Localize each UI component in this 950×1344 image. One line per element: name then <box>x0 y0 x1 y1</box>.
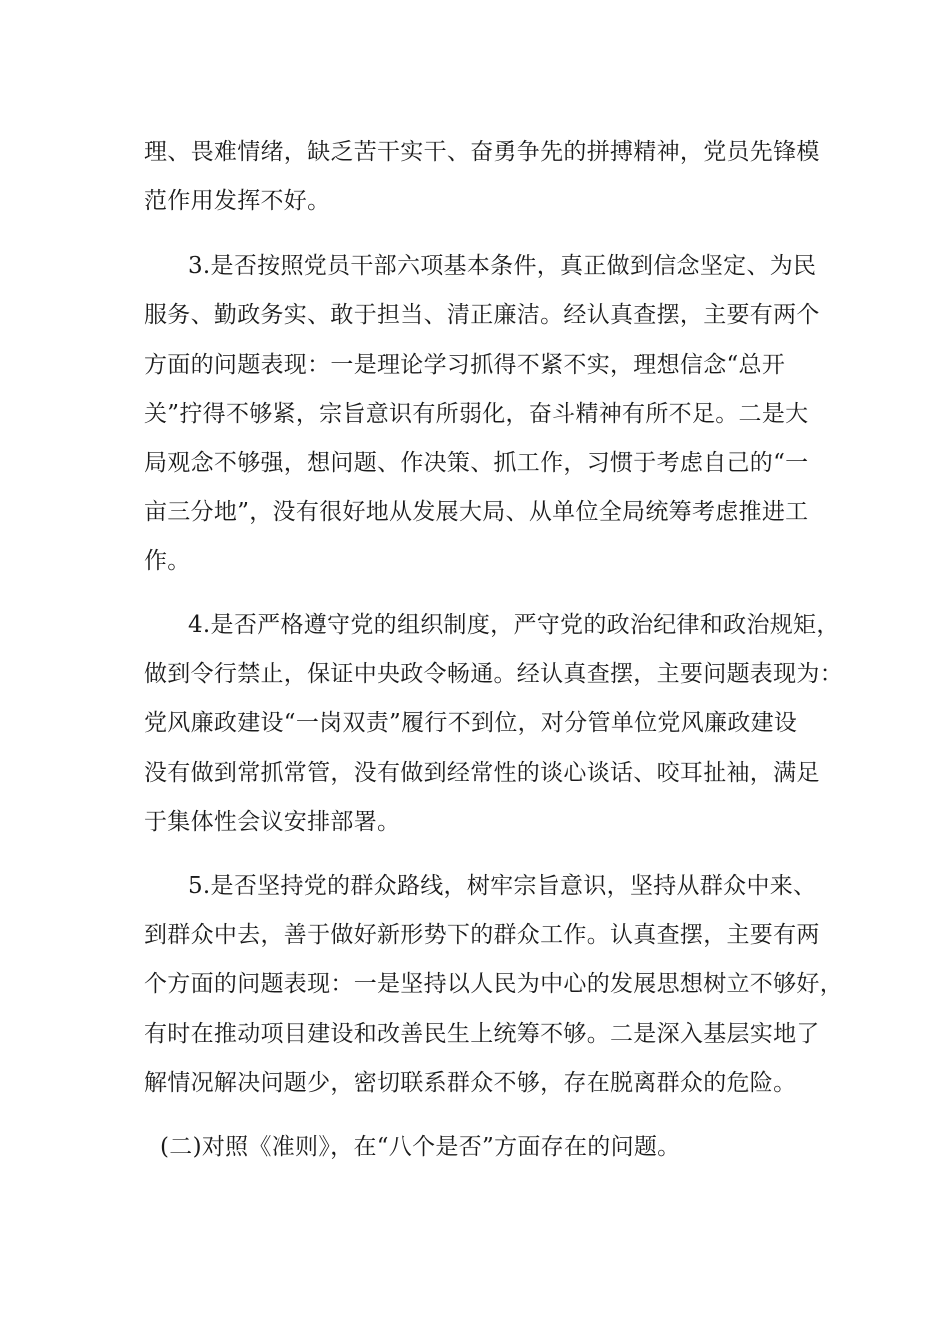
text-line: 个方面的问题表现：一是坚持以人民为中心的发展思想树立不够好， <box>144 971 843 997</box>
text-line: 作。 <box>144 548 191 574</box>
text-line: 5.是否坚持党的群众路线，树牢宗旨意识，坚持从群众中来、 <box>188 873 817 899</box>
text-line: 有时在推动项目建设和改善民生上统筹不够。二是深入基层实地了 <box>144 1021 820 1047</box>
text-line: 做到令行禁止，保证中央政令畅通。经认真查摆，主要问题表现为： <box>144 661 843 687</box>
text-line: 到群众中去，善于做好新形势下的群众工作。认真查摆，主要有两 <box>144 922 820 948</box>
text-line: 局观念不够强，想问题、作决策、抓工作，习惯于考虑自己的“一 <box>144 450 809 476</box>
text-line: 4.是否严格遵守党的组织制度，严守党的政治纪律和政治规矩， <box>188 612 840 638</box>
text-line: 服务、勤政务实、敢于担当、清正廉洁。经认真查摆，主要有两个 <box>144 302 820 328</box>
text-line: 党风廉政建设“一岗双责”履行不到位，对分管单位党风廉政建设 <box>144 710 798 736</box>
text-line: 亩三分地”，没有很好地从发展大局、从单位全局统筹考虑推进工 <box>144 499 809 525</box>
text-line: 3.是否按照党员干部六项基本条件，真正做到信念坚定、为民 <box>188 253 817 279</box>
text-line: 解情况解决问题少，密切联系群众不够，存在脱离群众的危险。 <box>144 1070 797 1096</box>
text-line: 理、畏难情绪，缺乏苦干实干、奋勇争先的拼搏精神，党员先锋模 <box>144 139 820 165</box>
section-heading: (二)对照《准则》，在“八个是否”方面存在的问题。 <box>160 1134 681 1160</box>
text-line: 方面的问题表现：一是理论学习抓得不紧不实，理想信念“总开 <box>144 352 786 378</box>
text-line: 关”拧得不够紧，宗旨意识有所弱化，奋斗精神有所不足。二是大 <box>144 401 809 427</box>
text-line: 没有做到常抓常管，没有做到经常性的谈心谈话、咬耳扯袖，满足 <box>144 760 820 786</box>
text-line: 范作用发挥不好。 <box>144 188 331 214</box>
text-line: 于集体性会议安排部署。 <box>144 809 401 835</box>
